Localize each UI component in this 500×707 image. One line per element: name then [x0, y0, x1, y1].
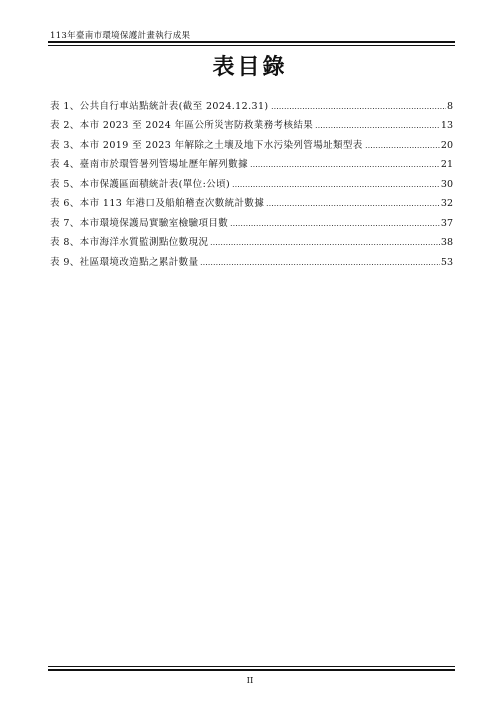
toc-leader-dots [271, 108, 446, 109]
header-rule-thin [48, 45, 455, 46]
toc-leader-dots [365, 147, 440, 148]
toc-entry[interactable] [50, 248, 453, 268]
toc-entry-page: 20 [440, 139, 453, 151]
toc-entry[interactable] [50, 229, 453, 249]
toc-entry[interactable] [50, 92, 453, 112]
toc-entry-label: 表 7、本市環境保護局實驗室檢驗項目數 [50, 217, 229, 229]
toc-entry[interactable] [50, 170, 453, 190]
toc-entry-label: 表 1、公共自行車站點統計表(截至 2024.12.31) [50, 100, 269, 112]
header-rule-thick [48, 41, 455, 43]
toc-leader-dots [200, 264, 439, 265]
toc-leader-dots [250, 166, 440, 167]
table-of-tables [50, 92, 453, 268]
toc-entry-page: 8 [446, 100, 453, 112]
toc-entry-page: 53 [440, 256, 453, 268]
toc-entry[interactable] [50, 151, 453, 171]
toc-entry-page: 21 [440, 159, 453, 170]
toc-entry-page: 13 [440, 120, 453, 131]
toc-entry-label: 表 2、本市 2023 至 2024 年區公所災害防救業務考核結果 [50, 120, 314, 131]
toc-leader-dots [232, 186, 440, 187]
toc-entry[interactable] [50, 209, 453, 229]
toc-entry-label: 表 3、本市 2019 至 2023 年解除之土壤及地下水污染列管場址類型表 [50, 139, 363, 151]
toc-entry-label: 表 9、社區環境改造點之累計數量 [50, 256, 199, 268]
toc-leader-dots [230, 225, 440, 226]
toc-entry-page: 30 [440, 178, 453, 190]
page-title: 表目錄 [212, 54, 288, 80]
toc-entry[interactable] [50, 112, 453, 132]
toc-entry[interactable] [50, 190, 453, 210]
toc-entry-label: 表 4、臺南市於環管暑列管場址歷年解列數據 [50, 159, 248, 170]
toc-entry[interactable] [50, 131, 453, 151]
toc-entry-page: 38 [440, 237, 453, 248]
toc-entry-page: 37 [440, 217, 453, 229]
page-number: II [246, 676, 254, 686]
footer-rule-thin [48, 666, 455, 667]
toc-entry-label: 表 5、本市保護區面積統計表(單位:公頃) [50, 178, 231, 190]
toc-leader-dots [315, 127, 440, 128]
footer-rule-thick [48, 669, 455, 671]
toc-leader-dots [266, 205, 440, 206]
toc-leader-dots [210, 244, 440, 245]
toc-entry-page: 32 [440, 198, 453, 209]
running-header: 113年臺南市環境保護計畫執行成果 [50, 31, 191, 41]
toc-entry-label: 表 6、本市 113 年港口及船舶稽查次數統計數據 [50, 198, 265, 209]
toc-entry-label: 表 8、本市海洋水質監測點位數現況 [50, 237, 209, 248]
